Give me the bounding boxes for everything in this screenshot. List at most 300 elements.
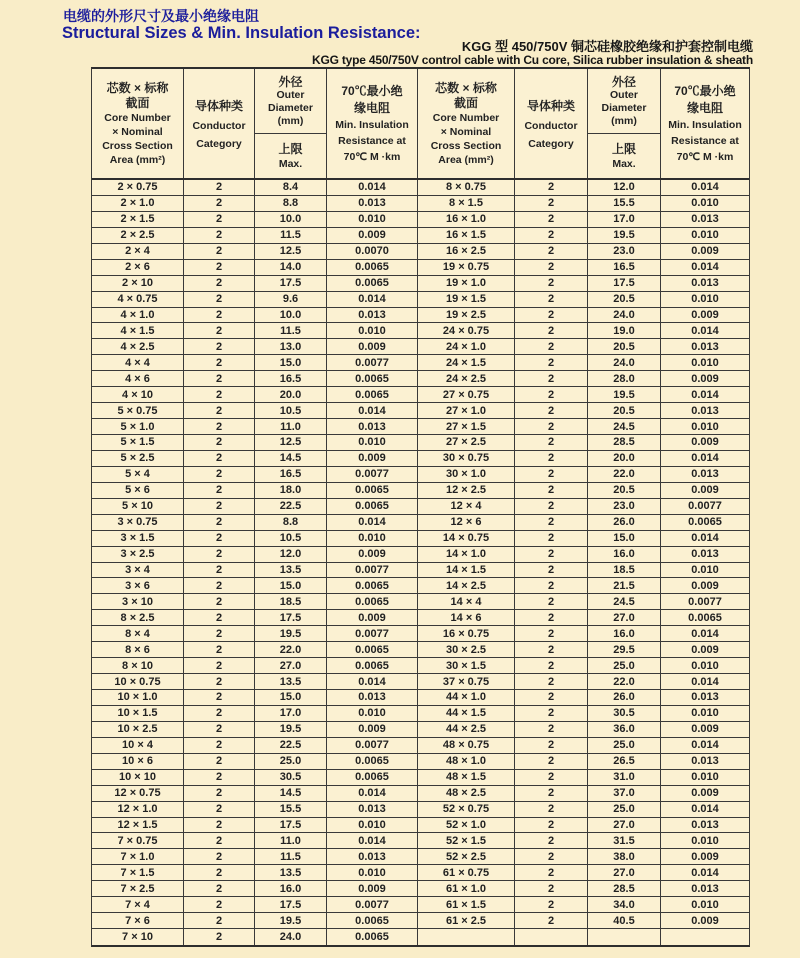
header-line: Max. (278, 157, 303, 170)
outer-diameter-cell: 14.5 (255, 786, 327, 801)
conductor-category-cell: 2 (515, 802, 588, 817)
conductor-category-cell: 2 (184, 467, 255, 482)
conductor-category-cell: 2 (184, 881, 255, 896)
outer-diameter-cell: 26.0 (588, 515, 661, 530)
insulation-resistance-cell: 0.0077 (327, 467, 418, 482)
insulation-resistance-cell: 0.014 (327, 292, 418, 307)
insulation-resistance-cell: 0.0065 (327, 260, 418, 275)
core-size-cell: 16 × 0.75 (418, 626, 515, 641)
outer-diameter-cell: 19.5 (255, 913, 327, 928)
outer-diameter-cell: 28.0 (588, 371, 661, 386)
insulation-resistance-cell: 0.014 (691, 627, 719, 640)
table-row (92, 292, 749, 308)
conductor-category-cell: 2 (184, 658, 255, 673)
outer-diameter-cell: 10.5 (255, 403, 327, 418)
table-row (92, 387, 749, 403)
insulation-resistance-cell: 0.0070 (327, 244, 418, 259)
conductor-category-cell: 2 (515, 738, 588, 753)
outer-diameter-cell: 16.5 (588, 260, 661, 275)
conductor-category-cell: 2 (184, 531, 255, 546)
core-size-cell: 3 × 4 (92, 563, 184, 578)
conductor-category-cell: 2 (184, 387, 255, 402)
core-size-cell: 4 × 1.0 (92, 308, 184, 323)
conductor-category-cell: 2 (184, 802, 255, 817)
core-size-cell: 24 × 2.5 (418, 371, 515, 386)
table-row (92, 228, 749, 244)
outer-diameter-cell: 23.0 (588, 499, 661, 514)
core-size-cell: 19 × 1.5 (418, 292, 515, 307)
outer-diameter-cell: 22.5 (255, 499, 327, 514)
conductor-category-cell: 2 (184, 722, 255, 737)
outer-diameter-cell: 22.5 (255, 738, 327, 753)
insulation-resistance-cell: 0.014 (327, 403, 418, 418)
insulation-resistance-cell: 0.013 (327, 419, 418, 434)
outer-diameter-cell: 26.0 (588, 690, 661, 705)
core-size-cell (418, 929, 515, 945)
core-size-cell: 7 × 1.0 (92, 849, 184, 864)
insulation-resistance-cell: 0.009 (691, 372, 719, 385)
insulation-resistance-cell: 0.014 (691, 388, 719, 401)
core-size-cell: 12 × 4 (418, 499, 515, 514)
core-size-cell: 48 × 1.0 (418, 754, 515, 769)
conductor-category-cell: 2 (184, 833, 255, 848)
insulation-resistance-cell: 0.014 (327, 180, 418, 195)
outer-diameter-cell: 18.5 (255, 594, 327, 609)
conductor-category-cell: 2 (515, 833, 588, 848)
outer-diameter-cell: 38.0 (588, 849, 661, 864)
insulation-resistance-cell: 0.010 (691, 659, 719, 672)
header-line: 70℃ M ·km (676, 150, 734, 163)
core-size-cell: 14 × 6 (418, 610, 515, 625)
insulation-resistance-cell: 0.014 (327, 786, 418, 801)
outer-diameter-cell: 23.0 (588, 244, 661, 259)
header-line: Max. (612, 157, 636, 170)
conductor-category-cell: 2 (184, 499, 255, 514)
table-row (92, 738, 749, 754)
insulation-resistance-cell: 0.009 (691, 245, 719, 258)
insulation-resistance-cell: 0.014 (691, 675, 719, 688)
outer-diameter-cell: 17.5 (255, 276, 327, 291)
header-line: 外径 (278, 74, 303, 89)
core-size-cell: 3 × 10 (92, 594, 184, 609)
outer-diameter-cell: 17.5 (255, 610, 327, 625)
table-row (92, 276, 749, 292)
outer-diameter-cell: 15.5 (588, 196, 661, 211)
conductor-category-cell: 2 (184, 865, 255, 880)
insulation-resistance-cell: 0.010 (691, 293, 719, 306)
conductor-category-cell: 2 (515, 770, 588, 785)
insulation-resistance-cell: 0.014 (691, 452, 719, 465)
core-size-cell: 30 × 0.75 (418, 451, 515, 466)
conductor-category-cell: 2 (515, 563, 588, 578)
outer-diameter-cell: 24.5 (588, 419, 661, 434)
core-size-cell: 3 × 0.75 (92, 515, 184, 530)
insulation-resistance-cell: 0.014 (691, 739, 719, 752)
insulation-resistance-cell: 0.013 (691, 818, 719, 831)
header-insulation-right (661, 69, 749, 178)
outer-diameter-cell: 17.5 (255, 818, 327, 833)
header-insulation-left (327, 69, 418, 178)
core-size-cell: 44 × 1.5 (418, 706, 515, 721)
outer-diameter-cell: 27.0 (588, 610, 661, 625)
outer-diameter-cell: 11.0 (255, 419, 327, 434)
insulation-resistance-cell: 0.010 (691, 356, 719, 369)
outer-diameter-cell: 12.0 (255, 547, 327, 562)
conductor-category-cell: 2 (184, 260, 255, 275)
conductor-category-cell: 2 (184, 594, 255, 609)
conductor-category-cell: 2 (515, 913, 588, 928)
insulation-resistance-cell: 0.009 (691, 787, 719, 800)
insulation-resistance-cell: 0.010 (327, 435, 418, 450)
core-size-cell: 48 × 2.5 (418, 786, 515, 801)
insulation-resistance-cell: 0.014 (327, 833, 418, 848)
table-row (92, 308, 749, 324)
core-size-cell: 4 × 0.75 (92, 292, 184, 307)
outer-diameter-cell: 25.0 (588, 658, 661, 673)
insulation-resistance-cell: 0.014 (691, 181, 719, 194)
header-line: 缘电阻 (353, 100, 390, 115)
header-line: Cross Section (102, 139, 173, 152)
core-size-cell: 10 × 10 (92, 770, 184, 785)
insulation-resistance-cell: 0.009 (327, 339, 418, 354)
outer-diameter-cell: 20.0 (255, 387, 327, 402)
outer-diameter-cell: 15.0 (255, 578, 327, 593)
table-row (92, 802, 749, 818)
table-row (92, 722, 749, 738)
conductor-category-cell: 2 (515, 435, 588, 450)
insulation-resistance-cell (661, 929, 749, 945)
insulation-resistance-cell: 0.0065 (327, 913, 418, 928)
table-row (92, 244, 749, 260)
conductor-category-cell: 2 (515, 196, 588, 211)
conductor-category-cell: 2 (184, 754, 255, 769)
insulation-resistance-cell: 0.013 (691, 213, 719, 226)
header-line: × Nominal (440, 125, 492, 138)
outer-diameter-cell: 12.5 (255, 244, 327, 259)
insulation-resistance-cell: 0.010 (327, 865, 418, 880)
outer-diameter-cell: 17.5 (588, 276, 661, 291)
core-size-cell: 27 × 2.5 (418, 435, 515, 450)
table-row (92, 371, 749, 387)
core-size-cell: 3 × 1.5 (92, 531, 184, 546)
conductor-category-cell: 2 (515, 403, 588, 418)
outer-diameter-cell: 24.0 (588, 308, 661, 323)
table-row (92, 339, 749, 355)
outer-diameter-cell: 16.0 (588, 626, 661, 641)
core-size-cell: 16 × 2.5 (418, 244, 515, 259)
insulation-resistance-cell: 0.0065 (327, 658, 418, 673)
header-line: 上限 (611, 141, 636, 156)
outer-diameter-cell: 20.5 (588, 339, 661, 354)
core-size-cell: 8 × 6 (92, 642, 184, 657)
insulation-resistance-cell: 0.014 (327, 515, 418, 530)
core-size-cell: 14 × 1.5 (418, 563, 515, 578)
spec-table (91, 67, 750, 947)
outer-diameter-cell: 30.5 (255, 770, 327, 785)
table-row (92, 515, 749, 531)
outer-diameter-cell: 27.0 (588, 818, 661, 833)
header-line: (mm) (277, 114, 304, 127)
insulation-resistance-cell: 0.0065 (327, 594, 418, 609)
conductor-category-cell: 2 (515, 387, 588, 402)
insulation-resistance-cell: 0.009 (327, 610, 418, 625)
table-row (92, 929, 749, 945)
core-size-cell: 5 × 6 (92, 483, 184, 498)
outer-diameter-cell: 37.0 (588, 786, 661, 801)
outer-diameter-cell: 20.5 (588, 403, 661, 418)
table-row (92, 754, 749, 770)
insulation-resistance-cell: 0.009 (691, 308, 719, 321)
core-size-cell: 8 × 10 (92, 658, 184, 673)
outer-diameter-cell: 9.6 (255, 292, 327, 307)
core-size-cell: 2 × 1.0 (92, 196, 184, 211)
insulation-resistance-cell: 0.009 (691, 484, 719, 497)
outer-diameter-cell: 10.0 (255, 308, 327, 323)
outer-diameter-cell: 22.0 (588, 674, 661, 689)
core-size-cell: 2 × 1.5 (92, 212, 184, 227)
core-size-cell: 4 × 2.5 (92, 339, 184, 354)
core-size-cell: 27 × 1.0 (418, 403, 515, 418)
outer-diameter-cell: 8.8 (255, 515, 327, 530)
header-outer-diameter-left (255, 69, 327, 178)
insulation-resistance-cell: 0.0065 (327, 578, 418, 593)
insulation-resistance-cell: 0.010 (691, 197, 719, 210)
core-size-cell: 44 × 2.5 (418, 722, 515, 737)
insulation-resistance-cell: 0.014 (327, 674, 418, 689)
core-size-cell: 12 × 1.5 (92, 818, 184, 833)
conductor-category-cell: 2 (515, 212, 588, 227)
outer-diameter-cell: 13.5 (255, 674, 327, 689)
table-row (92, 547, 749, 563)
conductor-category-cell: 2 (184, 196, 255, 211)
conductor-category-cell: 2 (184, 339, 255, 354)
conductor-category-cell: 2 (184, 690, 255, 705)
table-row (92, 403, 749, 419)
conductor-category-cell: 2 (184, 610, 255, 625)
insulation-resistance-cell: 0.013 (691, 691, 719, 704)
outer-diameter-cell: 40.5 (588, 913, 661, 928)
conductor-category-cell: 2 (515, 754, 588, 769)
outer-diameter-cell: 8.4 (255, 180, 327, 195)
core-size-cell: 16 × 1.0 (418, 212, 515, 227)
outer-diameter-cell: 13.5 (255, 563, 327, 578)
insulation-resistance-cell: 0.010 (691, 420, 719, 433)
core-size-cell: 19 × 2.5 (418, 308, 515, 323)
outer-diameter-cell: 22.0 (255, 642, 327, 657)
insulation-resistance-cell: 0.0065 (327, 387, 418, 402)
table-row (92, 658, 749, 674)
outer-diameter-cell: 10.5 (255, 531, 327, 546)
conductor-category-cell: 2 (515, 467, 588, 482)
outer-diameter-cell: 16.5 (255, 467, 327, 482)
outer-diameter-cell: 31.5 (588, 833, 661, 848)
subtitle-zh: KGG 型 450/750V 铜芯硅橡胶绝缘和护套控制电缆 (461, 39, 753, 54)
table-row (92, 818, 749, 834)
insulation-resistance-cell: 0.013 (691, 404, 719, 417)
conductor-category-cell: 2 (515, 818, 588, 833)
conductor-category-cell: 2 (515, 180, 588, 195)
core-size-cell: 48 × 1.5 (418, 770, 515, 785)
table-row (92, 323, 749, 339)
outer-diameter-cell: 25.0 (588, 802, 661, 817)
conductor-category-cell: 2 (184, 913, 255, 928)
core-size-cell: 3 × 6 (92, 578, 184, 593)
insulation-resistance-cell: 0.010 (691, 834, 719, 847)
conductor-category-cell: 2 (184, 547, 255, 562)
core-size-cell: 52 × 0.75 (418, 802, 515, 817)
header-line: Min. Insulation (668, 118, 742, 131)
outer-diameter-cell: 15.0 (255, 355, 327, 370)
core-size-cell: 12 × 0.75 (92, 786, 184, 801)
header-line: 芯数 × 标称 (106, 80, 169, 95)
core-size-cell: 14 × 0.75 (418, 531, 515, 546)
core-size-cell: 24 × 0.75 (418, 323, 515, 338)
core-size-cell: 5 × 1.0 (92, 419, 184, 434)
conductor-category-cell: 2 (515, 371, 588, 386)
conductor-category-cell: 2 (515, 260, 588, 275)
core-size-cell: 8 × 0.75 (418, 180, 515, 195)
header-line: 截面 (125, 95, 150, 110)
core-size-cell: 16 × 1.5 (418, 228, 515, 243)
conductor-category-cell: 2 (184, 323, 255, 338)
insulation-resistance-cell: 0.010 (691, 771, 719, 784)
table-row (92, 626, 749, 642)
outer-diameter-cell: 11.0 (255, 833, 327, 848)
insulation-resistance-cell: 0.009 (691, 914, 719, 927)
insulation-resistance-cell: 0.013 (327, 849, 418, 864)
header-outer-diameter-label (588, 69, 660, 134)
insulation-resistance-cell: 0.013 (691, 277, 719, 290)
core-size-cell: 30 × 2.5 (418, 642, 515, 657)
core-size-cell: 5 × 10 (92, 499, 184, 514)
outer-diameter-cell: 15.0 (255, 690, 327, 705)
table-row (92, 786, 749, 802)
header-line: Area (mm²) (438, 153, 494, 166)
core-size-cell: 8 × 1.5 (418, 196, 515, 211)
conductor-category-cell: 2 (184, 578, 255, 593)
conductor-category-cell: 2 (515, 499, 588, 514)
header-line: 芯数 × 标称 (435, 80, 497, 95)
core-size-cell: 10 × 4 (92, 738, 184, 753)
core-size-cell: 61 × 0.75 (418, 865, 515, 880)
insulation-resistance-cell: 0.009 (691, 723, 719, 736)
page-title-zh: 电缆的外形尺寸及最小绝缘电阻 (63, 8, 259, 24)
outer-diameter-cell: 29.5 (588, 642, 661, 657)
table-row (92, 578, 749, 594)
core-size-cell: 7 × 10 (92, 929, 184, 945)
outer-diameter-cell: 28.5 (588, 435, 661, 450)
conductor-category-cell: 2 (184, 403, 255, 418)
core-size-cell: 48 × 0.75 (418, 738, 515, 753)
core-size-cell: 2 × 0.75 (92, 180, 184, 195)
core-size-cell: 2 × 2.5 (92, 228, 184, 243)
conductor-category-cell: 2 (184, 276, 255, 291)
conductor-category-cell: 2 (515, 642, 588, 657)
conductor-category-cell: 2 (515, 610, 588, 625)
insulation-resistance-cell: 0.0065 (327, 499, 418, 514)
conductor-category-cell: 2 (184, 770, 255, 785)
core-size-cell: 4 × 1.5 (92, 323, 184, 338)
header-line: Cross Section (430, 139, 502, 152)
insulation-resistance-cell: 0.013 (691, 548, 719, 561)
conductor-category-cell: 2 (184, 355, 255, 370)
header-max-label (255, 134, 326, 178)
conductor-category-cell: 2 (184, 371, 255, 386)
header-line: Core Number (104, 111, 171, 124)
conductor-category-cell: 2 (515, 594, 588, 609)
outer-diameter-cell: 25.0 (255, 754, 327, 769)
insulation-resistance-cell: 0.013 (691, 755, 719, 768)
insulation-resistance-cell: 0.009 (691, 643, 719, 656)
conductor-category-cell (515, 929, 588, 945)
table-row (92, 483, 749, 499)
outer-diameter-cell: 12.5 (255, 435, 327, 450)
outer-diameter-cell: 13.5 (255, 865, 327, 880)
header-line: Resistance at (338, 134, 406, 147)
header-line: 70℃ M ·km (343, 150, 401, 163)
insulation-resistance-cell: 0.0077 (327, 738, 418, 753)
conductor-category-cell: 2 (515, 531, 588, 546)
conductor-category-cell: 2 (515, 323, 588, 338)
table-row (92, 690, 749, 706)
core-size-cell: 61 × 1.5 (418, 897, 515, 912)
core-size-cell: 30 × 1.5 (418, 658, 515, 673)
table-row (92, 499, 749, 515)
insulation-resistance-cell: 0.014 (691, 324, 719, 337)
table-row (92, 706, 749, 722)
core-size-cell: 5 × 0.75 (92, 403, 184, 418)
conductor-category-cell: 2 (184, 483, 255, 498)
core-size-cell: 10 × 0.75 (92, 674, 184, 689)
outer-diameter-cell: 10.0 (255, 212, 327, 227)
insulation-resistance-cell: 0.014 (691, 532, 719, 545)
conductor-category-cell: 2 (184, 515, 255, 530)
outer-diameter-cell: 31.0 (588, 770, 661, 785)
header-line: 导体种类 (526, 98, 575, 113)
conductor-category-cell: 2 (184, 897, 255, 912)
core-size-cell: 4 × 10 (92, 387, 184, 402)
core-size-cell: 27 × 0.75 (418, 387, 515, 402)
conductor-category-cell: 2 (515, 722, 588, 737)
core-size-cell: 27 × 1.5 (418, 419, 515, 434)
core-size-cell: 2 × 6 (92, 260, 184, 275)
header-line: Category (196, 137, 242, 150)
outer-diameter-cell: 12.0 (588, 180, 661, 195)
core-size-cell: 10 × 2.5 (92, 722, 184, 737)
outer-diameter-cell: 21.5 (588, 578, 661, 593)
header-line: 导体种类 (194, 98, 243, 113)
header-max-label (588, 134, 660, 178)
insulation-resistance-cell: 0.010 (327, 323, 418, 338)
outer-diameter-cell: 26.5 (588, 754, 661, 769)
conductor-category-cell: 2 (515, 626, 588, 641)
conductor-category-cell: 2 (515, 881, 588, 896)
conductor-category-cell: 2 (515, 658, 588, 673)
table-row (92, 451, 749, 467)
conductor-category-cell: 2 (184, 738, 255, 753)
insulation-resistance-cell: 0.009 (691, 436, 719, 449)
insulation-resistance-cell: 0.009 (327, 228, 418, 243)
insulation-resistance-cell: 0.009 (691, 579, 719, 592)
conductor-category-cell: 2 (515, 515, 588, 530)
table-header (92, 69, 749, 180)
header-core-size-left (92, 69, 184, 178)
insulation-resistance-cell: 0.009 (327, 451, 418, 466)
insulation-resistance-cell: 0.013 (691, 882, 719, 895)
outer-diameter-cell: 17.0 (255, 706, 327, 721)
insulation-resistance-cell: 0.0077 (327, 563, 418, 578)
conductor-category-cell: 2 (515, 419, 588, 434)
